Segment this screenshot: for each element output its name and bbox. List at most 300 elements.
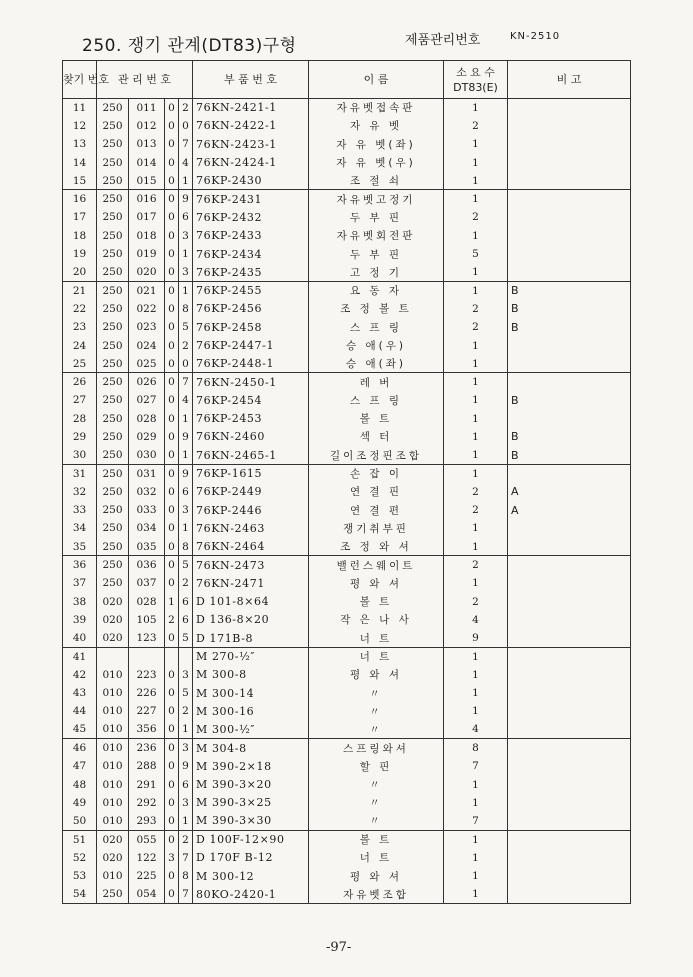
cell-part-no: M 390-3×25 <box>193 794 309 812</box>
cell-remark <box>508 721 631 739</box>
cell-mgmt-no-a: 250 <box>97 318 129 336</box>
cell-mgmt-no-d: 1 <box>179 519 193 537</box>
cell-part-no: M 300-½″ <box>193 721 309 739</box>
cell-mgmt-no-c: 1 <box>165 593 179 611</box>
cell-qty: 1 <box>444 538 508 556</box>
cell-mgmt-no-b: 291 <box>129 775 165 793</box>
cell-ref-no: 24 <box>63 336 97 354</box>
cell-ref-no: 44 <box>63 702 97 720</box>
cell-mgmt-no-a: 020 <box>97 830 129 848</box>
parts-table <box>62 60 631 904</box>
cell-mgmt-no-d: 2 <box>179 336 193 354</box>
cell-part-no: 76KN-2450-1 <box>193 373 309 391</box>
cell-remark: B <box>508 318 631 336</box>
cell-mgmt-no-d: 6 <box>179 593 193 611</box>
cell-part-name: 스 프 링 <box>309 391 444 409</box>
cell-part-no: M 390-2×18 <box>193 757 309 775</box>
cell-mgmt-no-d: 1 <box>179 245 193 263</box>
cell-remark <box>508 812 631 830</box>
table-row <box>63 812 631 830</box>
table-row <box>63 885 631 903</box>
cell-part-name: 조 정 와 셔 <box>309 538 444 556</box>
cell-mgmt-no-a: 250 <box>97 153 129 171</box>
cell-mgmt-no-c: 0 <box>165 721 179 739</box>
cell-mgmt-no-c: 0 <box>165 318 179 336</box>
table-row <box>63 190 631 208</box>
cell-mgmt-no-a: 250 <box>97 519 129 537</box>
cell-part-name: 〃 <box>309 684 444 702</box>
cell-ref-no: 14 <box>63 153 97 171</box>
cell-ref-no: 11 <box>63 99 97 117</box>
cell-mgmt-no-d: 0 <box>179 355 193 373</box>
table-row <box>63 721 631 739</box>
cell-part-name: 자유벳회전판 <box>309 227 444 245</box>
cell-mgmt-no-a: 250 <box>97 135 129 153</box>
cell-mgmt-no-b: 236 <box>129 739 165 757</box>
cell-part-no: 76KP-2435 <box>193 263 309 281</box>
cell-ref-no: 38 <box>63 593 97 611</box>
cell-part-no: M 390-3×30 <box>193 812 309 830</box>
cell-ref-no: 51 <box>63 830 97 848</box>
cell-part-name: 평 와 셔 <box>309 867 444 885</box>
cell-qty: 7 <box>444 757 508 775</box>
cell-qty: 4 <box>444 721 508 739</box>
cell-mgmt-no-b: 293 <box>129 812 165 830</box>
cell-qty: 1 <box>444 684 508 702</box>
cell-mgmt-no-a: 010 <box>97 812 129 830</box>
col-part-no: 부 품 번 호 <box>193 61 309 99</box>
cell-mgmt-no-b: 011 <box>129 99 165 117</box>
cell-mgmt-no-b: 226 <box>129 684 165 702</box>
cell-remark <box>508 355 631 373</box>
cell-part-no: 76KP-2446 <box>193 501 309 519</box>
cell-part-name: 승 애(우) <box>309 336 444 354</box>
cell-part-name: 평 와 셔 <box>309 666 444 684</box>
cell-mgmt-no-c: 0 <box>165 153 179 171</box>
cell-mgmt-no-a <box>97 647 129 665</box>
table-row <box>63 556 631 574</box>
cell-part-no: 76KP-2432 <box>193 208 309 226</box>
cell-part-no: 76KP-1615 <box>193 464 309 482</box>
cell-mgmt-no-c: 0 <box>165 794 179 812</box>
cell-mgmt-no-a: 250 <box>97 373 129 391</box>
cell-mgmt-no-c: 0 <box>165 245 179 263</box>
cell-part-no: 76KP-2447-1 <box>193 336 309 354</box>
cell-mgmt-no-b: 227 <box>129 702 165 720</box>
cell-mgmt-no-c: 0 <box>165 867 179 885</box>
cell-part-name: 볼 트 <box>309 593 444 611</box>
cell-mgmt-no-a: 250 <box>97 391 129 409</box>
cell-qty: 2 <box>444 300 508 318</box>
table-row <box>63 666 631 684</box>
cell-mgmt-no-d: 1 <box>179 721 193 739</box>
cell-part-name: 손 잡 이 <box>309 464 444 482</box>
cell-qty: 2 <box>444 117 508 135</box>
cell-part-name: 자유벳조합 <box>309 885 444 903</box>
cell-mgmt-no-c: 0 <box>165 391 179 409</box>
cell-mgmt-no-b: 012 <box>129 117 165 135</box>
cell-remark <box>508 99 631 117</box>
cell-ref-no: 48 <box>63 775 97 793</box>
table-row <box>63 684 631 702</box>
cell-part-name: 〃 <box>309 794 444 812</box>
cell-mgmt-no-b: 025 <box>129 355 165 373</box>
cell-mgmt-no-b: 020 <box>129 263 165 281</box>
cell-mgmt-no-d: 6 <box>179 208 193 226</box>
cell-ref-no: 27 <box>63 391 97 409</box>
cell-mgmt-no-c: 0 <box>165 775 179 793</box>
cell-part-no: 76KP-2455 <box>193 281 309 299</box>
cell-part-no: 76KN-2422-1 <box>193 117 309 135</box>
cell-mgmt-no-a: 250 <box>97 410 129 428</box>
cell-qty: 1 <box>444 446 508 464</box>
col-qty-model: DT83(E) <box>453 80 498 94</box>
cell-qty: 1 <box>444 135 508 153</box>
cell-remark <box>508 849 631 867</box>
cell-ref-no: 26 <box>63 373 97 391</box>
cell-part-name: 조 절 쇠 <box>309 172 444 190</box>
cell-mgmt-no-c: 0 <box>165 373 179 391</box>
cell-mgmt-no-a: 010 <box>97 794 129 812</box>
page-title: 250. 쟁기 관계(DT83)구형 <box>82 36 297 56</box>
cell-mgmt-no-a: 010 <box>97 739 129 757</box>
cell-remark <box>508 666 631 684</box>
cell-mgmt-no-d: 3 <box>179 794 193 812</box>
cell-mgmt-no-a: 010 <box>97 721 129 739</box>
cell-ref-no: 45 <box>63 721 97 739</box>
cell-ref-no: 15 <box>63 172 97 190</box>
cell-mgmt-no-b: 029 <box>129 428 165 446</box>
cell-qty: 1 <box>444 391 508 409</box>
cell-ref-no: 40 <box>63 629 97 647</box>
cell-part-no: 76KP-2431 <box>193 190 309 208</box>
cell-mgmt-no-b: 015 <box>129 172 165 190</box>
cell-mgmt-no-c: 0 <box>165 538 179 556</box>
cell-mgmt-no-a: 010 <box>97 775 129 793</box>
table-row <box>63 519 631 537</box>
cell-remark: B <box>508 428 631 446</box>
table-row <box>63 849 631 867</box>
col-qty-label: 소 요 수 <box>456 65 495 79</box>
cell-mgmt-no-d: 1 <box>179 446 193 464</box>
cell-ref-no: 22 <box>63 300 97 318</box>
cell-ref-no: 36 <box>63 556 97 574</box>
table-row <box>63 501 631 519</box>
cell-mgmt-no-b: 288 <box>129 757 165 775</box>
cell-qty: 1 <box>444 794 508 812</box>
cell-part-no: D 100F-12×90 <box>193 830 309 848</box>
table-row <box>63 702 631 720</box>
table-row <box>63 391 631 409</box>
cell-part-no: 76KP-2456 <box>193 300 309 318</box>
cell-remark <box>508 336 631 354</box>
cell-mgmt-no-c: 0 <box>165 99 179 117</box>
cell-mgmt-no-b: 356 <box>129 721 165 739</box>
cell-qty: 1 <box>444 153 508 171</box>
cell-part-no: D 101-8×64 <box>193 593 309 611</box>
cell-part-name: 너 트 <box>309 849 444 867</box>
table-row <box>63 318 631 336</box>
cell-mgmt-no-a: 250 <box>97 190 129 208</box>
cell-remark <box>508 117 631 135</box>
cell-mgmt-no-d: 6 <box>179 483 193 501</box>
cell-remark <box>508 538 631 556</box>
cell-mgmt-no-c: 0 <box>165 757 179 775</box>
cell-qty: 9 <box>444 629 508 647</box>
cell-mgmt-no-d: 2 <box>179 830 193 848</box>
cell-mgmt-no-a: 010 <box>97 684 129 702</box>
cell-qty: 1 <box>444 99 508 117</box>
cell-ref-no: 35 <box>63 538 97 556</box>
cell-mgmt-no-a: 250 <box>97 428 129 446</box>
cell-mgmt-no-a: 250 <box>97 483 129 501</box>
cell-part-no: M 300-16 <box>193 702 309 720</box>
cell-mgmt-no-d: 2 <box>179 99 193 117</box>
cell-mgmt-no-a: 010 <box>97 702 129 720</box>
cell-part-name: 너 트 <box>309 629 444 647</box>
cell-mgmt-no-c: 0 <box>165 190 179 208</box>
cell-qty: 1 <box>444 172 508 190</box>
cell-part-no: 76KN-2421-1 <box>193 99 309 117</box>
cell-ref-no: 54 <box>63 885 97 903</box>
cell-part-name: 자 유 벳(좌) <box>309 135 444 153</box>
cell-qty: 1 <box>444 702 508 720</box>
cell-part-no: 76KN-2460 <box>193 428 309 446</box>
cell-qty: 1 <box>444 263 508 281</box>
cell-remark <box>508 172 631 190</box>
cell-part-name: 섹 터 <box>309 428 444 446</box>
cell-remark <box>508 227 631 245</box>
table-row <box>63 99 631 117</box>
cell-part-name: 스프링와셔 <box>309 739 444 757</box>
cell-mgmt-no-d: 0 <box>179 117 193 135</box>
table-row <box>63 446 631 464</box>
cell-mgmt-no-c: 3 <box>165 849 179 867</box>
cell-mgmt-no-b: 292 <box>129 794 165 812</box>
cell-remark <box>508 757 631 775</box>
cell-ref-no: 34 <box>63 519 97 537</box>
cell-ref-no: 37 <box>63 574 97 592</box>
cell-mgmt-no-c: 0 <box>165 336 179 354</box>
cell-mgmt-no-b: 027 <box>129 391 165 409</box>
cell-mgmt-no-a: 250 <box>97 336 129 354</box>
cell-qty: 1 <box>444 519 508 537</box>
col-qty <box>444 61 508 99</box>
cell-ref-no: 12 <box>63 117 97 135</box>
cell-ref-no: 25 <box>63 355 97 373</box>
cell-qty: 1 <box>444 336 508 354</box>
cell-mgmt-no-d: 7 <box>179 373 193 391</box>
cell-ref-no: 39 <box>63 611 97 629</box>
cell-remark <box>508 885 631 903</box>
cell-part-no: 76KP-2453 <box>193 410 309 428</box>
cell-ref-no: 23 <box>63 318 97 336</box>
cell-qty: 1 <box>444 355 508 373</box>
cell-mgmt-no-d: 5 <box>179 684 193 702</box>
col-ref-no: 찾기 번호 <box>63 61 97 99</box>
cell-mgmt-no-b: 032 <box>129 483 165 501</box>
cell-part-name: 승 애(좌) <box>309 355 444 373</box>
table-row <box>63 611 631 629</box>
cell-part-name: 연 결 편 <box>309 501 444 519</box>
cell-ref-no: 13 <box>63 135 97 153</box>
cell-mgmt-no-d: 8 <box>179 538 193 556</box>
cell-mgmt-no-b: 030 <box>129 446 165 464</box>
cell-mgmt-no-c: 0 <box>165 739 179 757</box>
cell-qty: 1 <box>444 867 508 885</box>
cell-mgmt-no-a: 250 <box>97 885 129 903</box>
cell-qty: 1 <box>444 775 508 793</box>
cell-mgmt-no-a: 250 <box>97 446 129 464</box>
cell-qty: 1 <box>444 428 508 446</box>
cell-mgmt-no-b: 013 <box>129 135 165 153</box>
cell-ref-no: 21 <box>63 281 97 299</box>
cell-mgmt-no-a: 020 <box>97 593 129 611</box>
cell-qty: 1 <box>444 227 508 245</box>
cell-part-no: 76KN-2424-1 <box>193 153 309 171</box>
table-row <box>63 867 631 885</box>
cell-mgmt-no-d: 9 <box>179 190 193 208</box>
cell-mgmt-no-d: 9 <box>179 757 193 775</box>
cell-remark <box>508 684 631 702</box>
cell-remark <box>508 153 631 171</box>
cell-mgmt-no-a: 020 <box>97 611 129 629</box>
table-row <box>63 830 631 848</box>
cell-part-name: 두 부 핀 <box>309 208 444 226</box>
table-row <box>63 574 631 592</box>
cell-part-name: 〃 <box>309 812 444 830</box>
cell-mgmt-no-d: 3 <box>179 227 193 245</box>
cell-qty: 1 <box>444 410 508 428</box>
cell-part-name: 〃 <box>309 721 444 739</box>
cell-remark <box>508 519 631 537</box>
cell-mgmt-no-c: 0 <box>165 684 179 702</box>
cell-mgmt-no-a: 250 <box>97 117 129 135</box>
cell-ref-no: 47 <box>63 757 97 775</box>
cell-mgmt-no-c: 0 <box>165 812 179 830</box>
cell-mgmt-no-b: 037 <box>129 574 165 592</box>
cell-mgmt-no-d: 9 <box>179 464 193 482</box>
cell-remark: B <box>508 391 631 409</box>
cell-part-name: 연 결 핀 <box>309 483 444 501</box>
cell-ref-no: 29 <box>63 428 97 446</box>
cell-mgmt-no-b: 014 <box>129 153 165 171</box>
cell-remark <box>508 611 631 629</box>
cell-mgmt-no-b: 033 <box>129 501 165 519</box>
cell-remark <box>508 593 631 611</box>
cell-mgmt-no-c: 0 <box>165 830 179 848</box>
cell-mgmt-no-b: 026 <box>129 373 165 391</box>
cell-part-name: 자 유 벳 <box>309 117 444 135</box>
cell-part-name: 너 트 <box>309 647 444 665</box>
cell-remark: B <box>508 446 631 464</box>
cell-part-name: 고 정 기 <box>309 263 444 281</box>
cell-mgmt-no-c: 0 <box>165 263 179 281</box>
table-row <box>63 208 631 226</box>
cell-part-no: M 300-12 <box>193 867 309 885</box>
cell-remark <box>508 263 631 281</box>
cell-mgmt-no-a: 010 <box>97 757 129 775</box>
cell-mgmt-no-d: 5 <box>179 629 193 647</box>
cell-part-name: 두 부 핀 <box>309 245 444 263</box>
cell-qty: 2 <box>444 556 508 574</box>
table-row <box>63 172 631 190</box>
col-remark: 비 고 <box>508 61 631 99</box>
cell-mgmt-no-d: 4 <box>179 153 193 171</box>
cell-mgmt-no-c: 0 <box>165 702 179 720</box>
cell-mgmt-no-b: 019 <box>129 245 165 263</box>
cell-qty: 2 <box>444 501 508 519</box>
table-body <box>63 99 631 904</box>
col-mgmt-no: 관 리 번 호 <box>97 61 193 99</box>
cell-mgmt-no-b: 105 <box>129 611 165 629</box>
cell-mgmt-no-b: 122 <box>129 849 165 867</box>
cell-mgmt-no-d: 1 <box>179 281 193 299</box>
cell-qty: 1 <box>444 281 508 299</box>
cell-part-name: 〃 <box>309 702 444 720</box>
cell-mgmt-no-d: 3 <box>179 263 193 281</box>
cell-part-no: 76KN-2423-1 <box>193 135 309 153</box>
cell-ref-no: 43 <box>63 684 97 702</box>
cell-part-name: 조 정 볼 트 <box>309 300 444 318</box>
cell-part-name: 스 프 링 <box>309 318 444 336</box>
cell-qty: 5 <box>444 245 508 263</box>
cell-mgmt-no-b: 034 <box>129 519 165 537</box>
cell-qty: 1 <box>444 666 508 684</box>
cell-part-no: M 390-3×20 <box>193 775 309 793</box>
cell-ref-no: 30 <box>63 446 97 464</box>
cell-qty: 1 <box>444 574 508 592</box>
cell-part-name: 볼 트 <box>309 410 444 428</box>
cell-ref-no: 49 <box>63 794 97 812</box>
cell-mgmt-no-a: 250 <box>97 501 129 519</box>
cell-remark: A <box>508 501 631 519</box>
cell-part-name: 할 핀 <box>309 757 444 775</box>
cell-qty: 8 <box>444 739 508 757</box>
cell-mgmt-no-d: 7 <box>179 135 193 153</box>
cell-part-no: M 300-14 <box>193 684 309 702</box>
cell-part-name: 요 동 자 <box>309 281 444 299</box>
table-row <box>63 593 631 611</box>
cell-remark <box>508 556 631 574</box>
cell-remark: B <box>508 281 631 299</box>
cell-mgmt-no-a: 010 <box>97 867 129 885</box>
cell-ref-no: 33 <box>63 501 97 519</box>
cell-mgmt-no-d: 8 <box>179 867 193 885</box>
cell-mgmt-no-c <box>165 647 179 665</box>
cell-part-no: 80KO-2420-1 <box>193 885 309 903</box>
cell-mgmt-no-c: 0 <box>165 428 179 446</box>
cell-remark: B <box>508 300 631 318</box>
cell-part-name: 〃 <box>309 775 444 793</box>
cell-mgmt-no-d: 1 <box>179 410 193 428</box>
cell-mgmt-no-c: 0 <box>165 281 179 299</box>
table-row <box>63 135 631 153</box>
cell-remark <box>508 702 631 720</box>
cell-mgmt-no-b: 036 <box>129 556 165 574</box>
cell-remark <box>508 245 631 263</box>
cell-mgmt-no-a: 250 <box>97 172 129 190</box>
table-row <box>63 300 631 318</box>
cell-mgmt-no-b: 023 <box>129 318 165 336</box>
col-name: 이 름 <box>309 61 444 99</box>
table-row <box>63 281 631 299</box>
cell-mgmt-no-b <box>129 647 165 665</box>
cell-ref-no: 31 <box>63 464 97 482</box>
table-row <box>63 775 631 793</box>
cell-mgmt-no-d: 5 <box>179 556 193 574</box>
cell-ref-no: 41 <box>63 647 97 665</box>
